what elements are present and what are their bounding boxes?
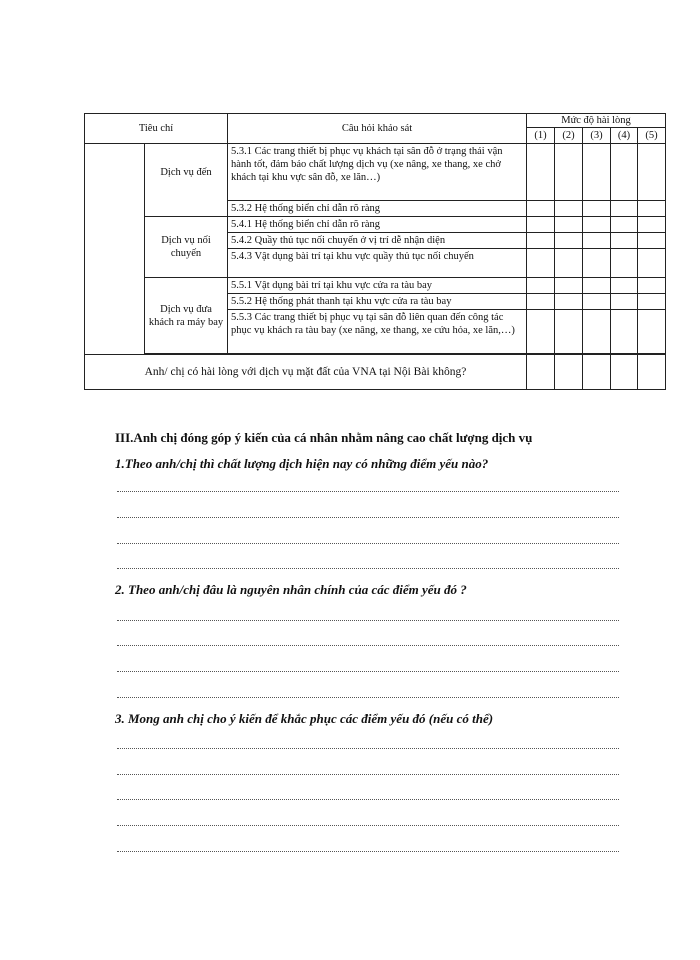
rating-cell[interactable] — [583, 249, 611, 278]
answer-line-2-1[interactable] — [117, 620, 619, 621]
rating-cell[interactable] — [638, 144, 666, 201]
rating-cell[interactable] — [583, 278, 611, 294]
section-3-title: III.Anh chị đóng góp ý kiến của cá nhân nhằm nâng cao chất lượng dịch vụ — [115, 430, 533, 445]
group-departure: Dịch vụ đưa khách ra máy bay — [145, 278, 228, 354]
header-criteria: Tiêu chí — [85, 114, 228, 144]
criteria-spacer — [85, 144, 145, 355]
rating-cell[interactable] — [638, 201, 666, 217]
rating-cell[interactable] — [555, 294, 583, 310]
header-level-2: (2) — [555, 128, 583, 144]
question-5-4-3: 5.4.3 Vật dụng bài trí tại khu vực quầy thủ tục nối chuyến — [228, 249, 527, 278]
answer-line-3-3[interactable] — [117, 799, 619, 800]
question-5-5-3: 5.5.3 Các trang thiết bị phục vụ tại sân đỗ liên quan đến công tác phục vụ khách ra tàu bay (xe nâng, xe thang, xe cứu hỏa, xe lăn,…) — [228, 310, 527, 354]
rating-cell[interactable] — [555, 249, 583, 278]
rating-cell[interactable] — [555, 310, 583, 354]
rating-cell[interactable] — [555, 233, 583, 249]
rating-cell[interactable] — [611, 310, 638, 354]
rating-cell[interactable] — [638, 310, 666, 354]
answer-line-3-2[interactable] — [117, 774, 619, 775]
group-transfer: Dịch vụ nối chuyến — [145, 217, 228, 278]
rating-cell[interactable] — [638, 278, 666, 294]
rating-cell[interactable] — [583, 217, 611, 233]
rating-cell[interactable] — [555, 144, 583, 201]
rating-cell[interactable] — [527, 201, 555, 217]
rating-cell[interactable] — [611, 355, 638, 390]
question-5-3-2: 5.3.2 Hệ thống biển chỉ dẫn rõ ràng — [228, 201, 527, 217]
rating-cell[interactable] — [638, 355, 666, 390]
question-3: 3. Mong anh chị cho ý kiến để khắc phục các điểm yếu đó (nếu có thể) — [115, 711, 494, 726]
question-5-4-2: 5.4.2 Quầy thủ tục nối chuyến ở vị trí dễ nhận diện — [228, 233, 527, 249]
group-arrival: Dịch vụ đến — [145, 144, 228, 201]
answer-line-2-3[interactable] — [117, 671, 619, 672]
final-question: Anh/ chị có hài lòng với dịch vụ mặt đất của VNA tại Nội Bài không? — [85, 355, 527, 390]
header-question: Câu hỏi khảo sát — [228, 114, 527, 144]
rating-cell[interactable] — [527, 144, 555, 201]
answer-line-1-1[interactable] — [117, 491, 619, 492]
rating-cell[interactable] — [611, 233, 638, 249]
header-level-1: (1) — [527, 128, 555, 144]
rating-cell[interactable] — [527, 249, 555, 278]
answer-line-1-2[interactable] — [117, 517, 619, 518]
rating-cell[interactable] — [555, 201, 583, 217]
rating-cell[interactable] — [611, 217, 638, 233]
rating-cell[interactable] — [611, 294, 638, 310]
rating-cell[interactable] — [527, 217, 555, 233]
answer-line-1-3[interactable] — [117, 543, 619, 544]
group-arrival-cont — [145, 201, 228, 217]
question-1: 1.Theo anh/chị thì chất lượng dịch hiện nay có những điểm yếu nào? — [115, 456, 489, 471]
rating-cell[interactable] — [638, 217, 666, 233]
answer-line-2-4[interactable] — [117, 697, 619, 698]
answer-line-1-4[interactable] — [117, 568, 619, 569]
header-level-4: (4) — [611, 128, 638, 144]
rating-cell[interactable] — [583, 144, 611, 201]
rating-cell[interactable] — [555, 278, 583, 294]
rating-cell[interactable] — [583, 201, 611, 217]
rating-cell[interactable] — [638, 233, 666, 249]
question-5-3-1: 5.3.1 Các trang thiết bị phục vụ khách tại sân đỗ ở trạng thái vận hành tốt, đảm bảo chất lượng dịch vụ (xe nâng, xe thang, xe chở khách tại khu vực sân đỗ, xe lăn…) — [228, 144, 527, 201]
rating-cell[interactable] — [527, 355, 555, 390]
rating-cell[interactable] — [611, 201, 638, 217]
rating-cell[interactable] — [611, 278, 638, 294]
rating-cell[interactable] — [611, 249, 638, 278]
question-5-5-2: 5.5.2 Hệ thống phát thanh tại khu vực cửa ra tàu bay — [228, 294, 527, 310]
header-satisfaction: Mức độ hài lòng — [527, 114, 666, 128]
answer-line-3-5[interactable] — [117, 851, 619, 852]
question-2: 2. Theo anh/chị đâu là nguyên nhân chính của các điểm yếu đó ? — [115, 582, 467, 597]
rating-cell[interactable] — [611, 144, 638, 201]
rating-cell[interactable] — [527, 233, 555, 249]
rating-cell[interactable] — [638, 249, 666, 278]
rating-cell[interactable] — [527, 278, 555, 294]
rating-cell[interactable] — [555, 217, 583, 233]
answer-line-3-4[interactable] — [117, 825, 619, 826]
question-5-4-1: 5.4.1 Hệ thống biển chỉ dẫn rõ ràng — [228, 217, 527, 233]
rating-cell[interactable] — [583, 355, 611, 390]
survey-table — [84, 113, 666, 390]
rating-cell[interactable] — [583, 233, 611, 249]
rating-cell[interactable] — [583, 294, 611, 310]
rating-cell[interactable] — [527, 310, 555, 354]
header-level-3: (3) — [583, 128, 611, 144]
question-5-5-1: 5.5.1 Vật dụng bài trí tại khu vực cửa ra tàu bay — [228, 278, 527, 294]
rating-cell[interactable] — [527, 294, 555, 310]
rating-cell[interactable] — [583, 310, 611, 354]
rating-cell[interactable] — [555, 355, 583, 390]
answer-line-3-1[interactable] — [117, 748, 619, 749]
header-level-5: (5) — [638, 128, 666, 144]
rating-cell[interactable] — [638, 294, 666, 310]
answer-line-2-2[interactable] — [117, 645, 619, 646]
